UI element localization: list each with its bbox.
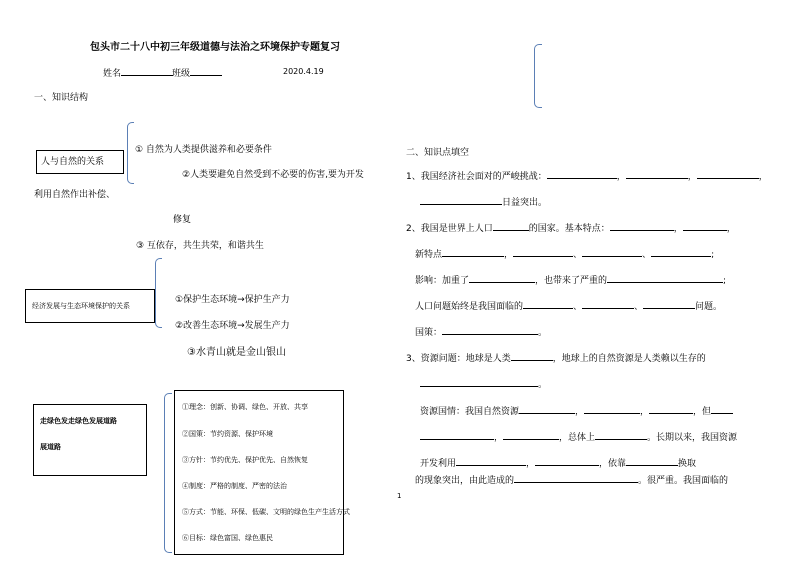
green-item-3: ③方针：节约优先、保护优先、自然恢复 (182, 456, 308, 464)
q1-blank-4[interactable] (420, 204, 502, 205)
green-dev-label-1: 走绿色发走绿色发展道路 (40, 417, 117, 425)
nature-relation-box (36, 150, 124, 174)
q3-line-2: 。 (420, 377, 547, 390)
q3-line-4: ， ，总体上 。长期以来，我国资源 (420, 430, 737, 443)
q1-blank-1[interactable] (547, 178, 617, 179)
q3-line-6 (415, 473, 728, 486)
q3-line-3: 资源国情：我国自然资源 ， ， ，但 (420, 404, 733, 417)
q2-line-3: 影响：加重了 ，也带来了严重的 ; (415, 276, 727, 286)
name-blank[interactable] (121, 75, 173, 76)
econ-relation-box (25, 289, 155, 323)
q3-blank-11[interactable] (535, 465, 599, 466)
green-dev-box (33, 404, 147, 476)
q3-blank-9[interactable] (595, 439, 647, 440)
q2-issue-b: 问题。 (695, 302, 723, 312)
green-item-2: ②国策：节约资源、保护环境 (182, 430, 273, 438)
section1-heading: 一、知识结构 (34, 93, 89, 103)
q1-line-2 (420, 195, 547, 208)
q2-impact-b: ，也带来了严重的 (535, 276, 608, 286)
green-item-6: ⑥目标：绿色富国、绿色惠民 (182, 534, 273, 542)
q1-line-1: 1、我国经济社会面对的严峻挑战： ， ， ， (406, 172, 768, 182)
q2-issue-a: 人口问题始终是我国面临的 (415, 302, 524, 312)
nature-relation-label: 人与自然的关系 (41, 157, 105, 167)
q2-line-4: 人口问题始终是我国面临的 、 、 问题。 (415, 302, 723, 312)
q2-blank-9[interactable] (607, 282, 723, 283)
q3-blank-7[interactable] (420, 439, 494, 440)
q3-dev: 开发利用 (420, 459, 457, 469)
q3-blank-2[interactable] (420, 386, 538, 387)
top-right-bracket (534, 44, 542, 108)
q3-line-1 (406, 351, 706, 364)
econ-point-1: ①保护生态环境→保护生产力 (175, 295, 290, 305)
q3-blank-12[interactable] (626, 465, 678, 466)
q2-new-label: 新特点 (415, 250, 443, 260)
q2-blank-8[interactable] (469, 282, 535, 283)
q3-but: ，但 (693, 407, 712, 417)
q2-impact-a: 影响：加重了 (415, 276, 470, 286)
nature-point-2-cont: 利用自然作出补偿、 (34, 190, 116, 200)
nature-point-3: ③ 互依存，共生共荣，和谐共生 (136, 241, 264, 251)
q3-take: 换取 (678, 459, 697, 469)
green-item-5: ⑤方式：节能、环保、低碳、文明的绿色生产生活方式 (182, 508, 350, 516)
q1-blank-3[interactable] (697, 178, 759, 179)
green-item-1: ①理念：创新、协调、绿色、开放、共享 (182, 403, 308, 411)
q3-blank-10[interactable] (456, 465, 526, 466)
econ-relation-label: 经济发展与生态环境保护的关系 (32, 302, 130, 310)
q1-blank-2[interactable] (626, 178, 688, 179)
q3-line-5: 开发利用 ， ，依靠 换取 (420, 459, 697, 469)
name-label (103, 66, 173, 79)
q3-blank-6[interactable] (711, 413, 733, 414)
q3-phen: 的现象突出，由此造成的 (415, 476, 515, 486)
green-item-4: ④制度：严格的制度、严密的法治 (182, 482, 287, 490)
q2-blank-4[interactable] (442, 256, 504, 257)
class-label (172, 66, 222, 79)
q3-status: 资源国情：我国自然资源 (420, 407, 520, 417)
q2-line-1: 2、我国是世界上人口 的国家。基本特点： ， ， (406, 224, 736, 234)
section2-heading: 二、知识点填空 (406, 148, 470, 158)
econ-point-2: ②改善生态环境→发展生产力 (175, 321, 290, 331)
date: 2020.4.19 (283, 67, 324, 76)
q3-long: 。长期以来，我国资源 (647, 433, 738, 443)
q3-blank-13[interactable] (514, 482, 638, 483)
green-items-box (174, 390, 350, 555)
class-blank[interactable] (190, 75, 222, 76)
green-bracket (164, 393, 172, 553)
page-title: 包头市二十八中初三年级道德与法治之环境保护专题复习 (90, 42, 340, 53)
nature-bracket (127, 122, 134, 184)
q2-blank-6[interactable] (582, 256, 642, 257)
q1-prefix: 1、我国经济社会面对的严峻挑战： (406, 172, 547, 182)
class-label-text: 班级 (172, 69, 191, 79)
econ-point-3: ③水青山就是金山银山 (187, 347, 286, 358)
q3-total: ，总体上 (559, 433, 596, 443)
q2-blank-2[interactable] (610, 230, 674, 231)
nature-point-1: ① 自然为人类提供滋养和必要条件 (135, 145, 272, 155)
q1-suffix: 日益突出。 (502, 198, 548, 208)
green-dev-label-2: 展道路 (40, 443, 61, 451)
name-label-text: 姓名 (103, 69, 122, 79)
q2-blank-5[interactable] (513, 256, 573, 257)
q2-line-2: 新特点 ， 、 、 ; (415, 250, 715, 260)
q2-blank-1[interactable] (493, 230, 529, 231)
q3-end: 。很严重。我国面临的 (638, 476, 729, 486)
q2-policy: 国策： (415, 328, 443, 338)
econ-bracket (155, 258, 162, 328)
q3-blank-1[interactable] (511, 360, 553, 361)
q2-blank-3[interactable] (683, 230, 727, 231)
q2-mid: 的国家。基本特点： (528, 224, 610, 234)
q3-blank-3[interactable] (519, 413, 575, 414)
q2-blank-13[interactable] (442, 334, 538, 335)
q3-blank-8[interactable] (503, 439, 559, 440)
q3-prefix: 3、资源问题：地球是人类 (406, 354, 511, 364)
q3-blank-5[interactable] (649, 413, 693, 414)
q3-blank-4[interactable] (584, 413, 640, 414)
q2-blank-10[interactable] (523, 308, 573, 309)
q3-mid: ，地球上的自然资源是人类赖以生存的 (552, 354, 706, 364)
q2-line-5: 国策： 。 (415, 328, 548, 338)
page-number: 1 (397, 492, 402, 500)
q2-blank-11[interactable] (582, 308, 634, 309)
nature-point-2-end: 修复 (173, 215, 192, 225)
nature-point-2: ②人类要避免自然受到不必要的伤害,要为开发 (182, 170, 364, 180)
q3-rely: ，依靠 (599, 459, 627, 469)
q2-prefix: 2、我国是世界上人口 (406, 224, 493, 234)
q2-blank-12[interactable] (643, 308, 695, 309)
q2-blank-7[interactable] (651, 256, 711, 257)
